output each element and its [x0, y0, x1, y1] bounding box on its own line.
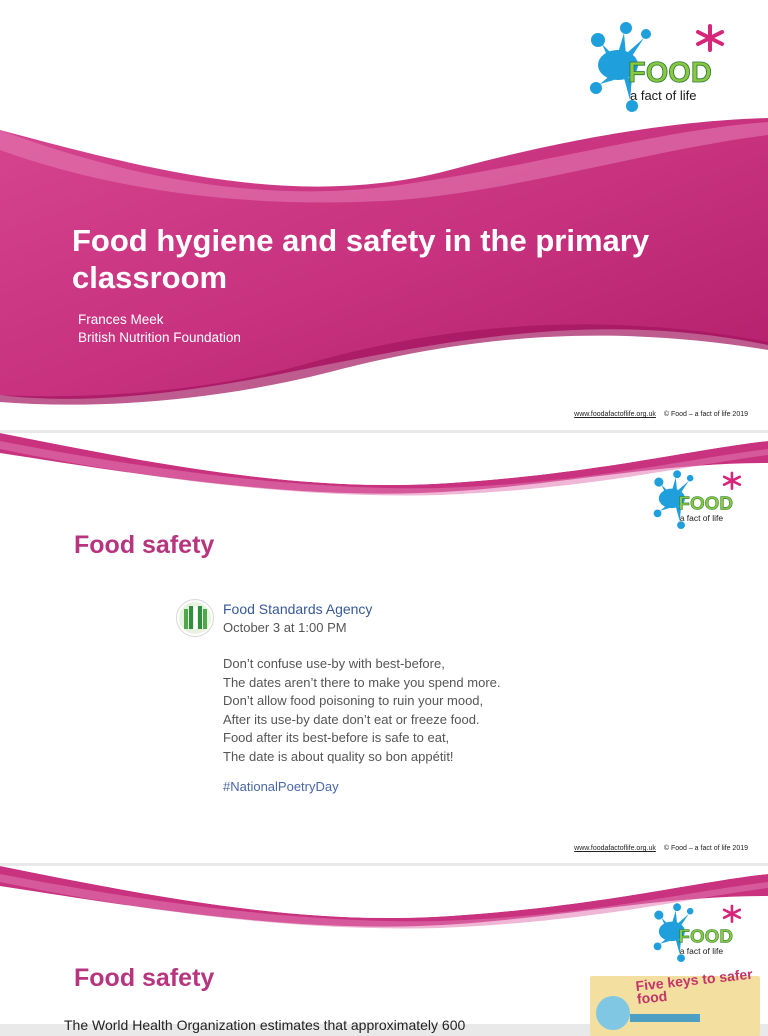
- author-name: Frances Meek: [78, 312, 164, 327]
- presentation-title: Food hygiene and safety in the primary classroom: [72, 223, 650, 295]
- food-a-fact-of-life-logo: [588, 20, 728, 115]
- fsa-logo-icon: [177, 600, 213, 636]
- footer-link[interactable]: www.foodafactoflife.org.uk: [574, 411, 656, 418]
- post-date[interactable]: October 3 at 1:00 PM: [223, 620, 347, 635]
- poem-line: Don’t confuse use-by with best-before,: [223, 656, 445, 671]
- food-a-fact-of-life-logo: [652, 902, 744, 964]
- slide-heading: Food safety: [74, 964, 215, 992]
- post-hashtag[interactable]: #NationalPoetryDay: [223, 779, 339, 794]
- logo-tagline: a fact of life: [630, 88, 697, 103]
- footer-copyright: © Food – a fact of life 2019: [663, 411, 748, 418]
- footer-link[interactable]: www.foodafactoflife.org.uk: [574, 845, 656, 852]
- slide-2-footer: [574, 845, 748, 852]
- poem-line: Food after its best-before is safe to eat,: [223, 730, 450, 745]
- poem-line: Don’t allow food poisoning to ruin your mood,: [223, 693, 484, 708]
- post-body: [223, 655, 501, 766]
- author-block: [78, 311, 241, 347]
- logo-word: FOOD: [678, 493, 734, 515]
- slide-1-footer: [574, 411, 748, 418]
- slide-2: [0, 433, 768, 863]
- post-author[interactable]: Food Standards Agency: [223, 601, 373, 617]
- author-organisation: British Nutrition Foundation: [78, 330, 241, 345]
- poem-line: The dates aren’t there to make you spend more.: [223, 674, 501, 690]
- poem-line: The date is about quality so bon appétit!: [223, 748, 454, 764]
- slide-1: [0, 0, 768, 430]
- food-a-fact-of-life-logo: [652, 469, 744, 531]
- five-keys-leaflet-image: [590, 965, 760, 1036]
- poem-line: After its use-by date don’t eat or freeze food.: [223, 711, 480, 727]
- logo-word: FOOD: [628, 57, 712, 89]
- slide-body-text: The World Health Organization estimates that approximately 600: [64, 1017, 466, 1033]
- leaflet-title: Five keys to safer food: [634, 965, 754, 1007]
- logo-tagline: a fact of life: [679, 946, 724, 957]
- logo-word: FOOD: [678, 926, 734, 948]
- slide-3: [0, 866, 768, 1033]
- logo-tagline: a fact of life: [679, 513, 724, 524]
- leaflet-illustration: [596, 996, 630, 1030]
- slide-heading: Food safety: [74, 531, 215, 559]
- leaflet-banner: [630, 1014, 700, 1022]
- footer-copyright: © Food – a fact of life 2019: [663, 845, 748, 852]
- fsa-avatar[interactable]: [176, 599, 214, 637]
